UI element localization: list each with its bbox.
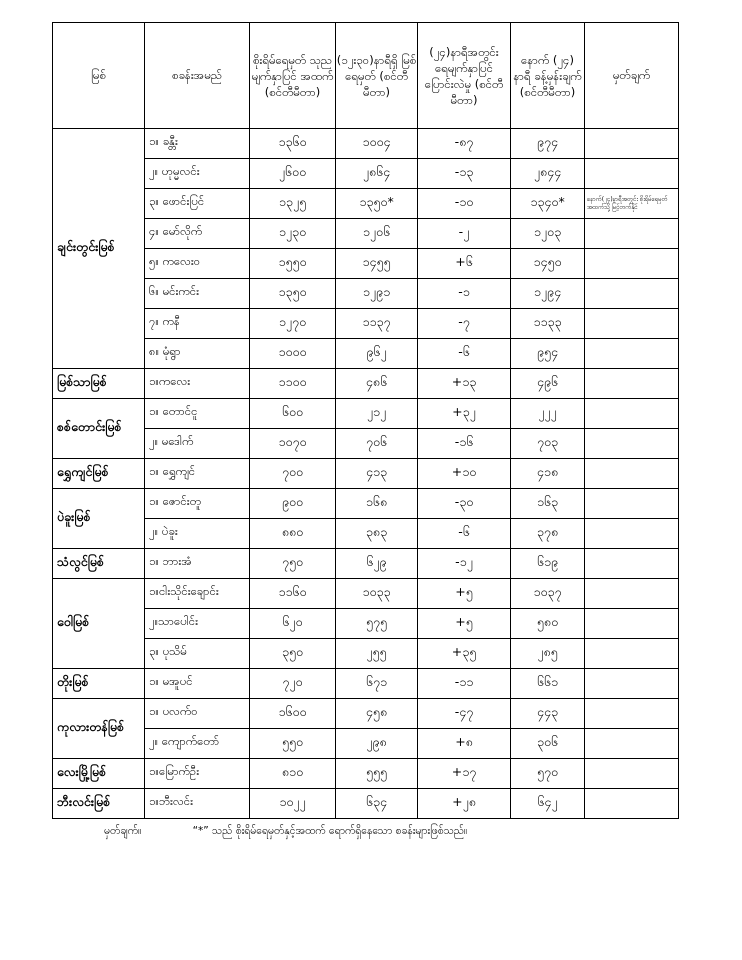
table-row: [53, 459, 679, 489]
change-cell: -၁၆: [418, 429, 511, 459]
danger-level-cell: ၆၀၀: [250, 399, 336, 429]
change-cell: +၃၂: [418, 399, 511, 429]
danger-level-cell: ၂၆၀၀: [250, 159, 336, 189]
change-cell: -၁၂: [418, 549, 511, 579]
river-name: ဘီးလင်းမြစ်: [53, 789, 145, 819]
danger-level-cell: ၁၁၀၀: [250, 369, 336, 399]
forecast-cell: ၂၈၄၄: [511, 159, 585, 189]
danger-level-cell: ၃၅၀: [250, 639, 336, 669]
table-row: [53, 549, 679, 579]
station-name: ၁။ ခန္တီး: [145, 129, 250, 159]
danger-level-cell: ၈၈၀: [250, 519, 336, 549]
change-cell: +၁၃: [418, 369, 511, 399]
current-level-cell: ၃၈၃: [336, 519, 418, 549]
change-cell: -၄၇: [418, 699, 511, 729]
river-name: ပဲခူးမြစ်: [53, 489, 145, 549]
station-name: ၂။ ဟုမ္မလင်း: [145, 159, 250, 189]
table-row: [53, 489, 679, 519]
table-row: [53, 399, 679, 429]
danger-level-cell: ၁၁၆၀: [250, 579, 336, 609]
forecast-cell: ၆၁၉: [511, 549, 585, 579]
station-name: ၁။ငါးသိုင်းချောင်း: [145, 579, 250, 609]
remark-cell: [585, 219, 679, 249]
remark-cell: [585, 249, 679, 279]
current-level-cell: ၇၀၆: [336, 429, 418, 459]
station-name: ၁။မြောက်ဦး: [145, 759, 250, 789]
station-name: ၂။ ကျောက်တော်: [145, 729, 250, 759]
table-row: [53, 429, 679, 459]
forecast-cell: ၄၉၆: [511, 369, 585, 399]
danger-level-cell: ၁၃၆၀: [250, 129, 336, 159]
forecast-cell: ၂၈၅: [511, 639, 585, 669]
remark-cell: [585, 159, 679, 189]
danger-level-cell: ၁၀၀၀: [250, 339, 336, 369]
footnote-label: မှတ်ချက်။: [104, 825, 142, 837]
station-name: ၁။ ဇောင်းတူ: [145, 489, 250, 519]
current-level-cell: ၅၅၅: [336, 759, 418, 789]
table-row: [53, 729, 679, 759]
danger-level-cell: ၁၀၂၂: [250, 789, 336, 819]
remark-cell: [585, 279, 679, 309]
current-level-cell: ၁၀၀၄: [336, 129, 418, 159]
station-name: ၅။ ကလေးဝ: [145, 249, 250, 279]
header-danger-level: စိုးရိမ်ရေမှတ် သုညမျက်နှာပြင် အထက် (စင်တီမီတာ): [250, 23, 336, 129]
footnote: [104, 825, 467, 840]
station-name: ၁။ တောင်ငူ: [145, 399, 250, 429]
remark-cell: နောက်(၂၄)နာရီအတွင်း စိုးရိမ်ရေမှတ် အထက်သို့ မြင့်တက်နိုင်: [585, 189, 679, 219]
change-cell: +၂၈: [418, 789, 511, 819]
table-row: [53, 249, 679, 279]
table-row: [53, 129, 679, 159]
remark-cell: [585, 339, 679, 369]
station-name: ၈။ မုံရွာ: [145, 339, 250, 369]
change-cell: +၆: [418, 249, 511, 279]
header-remark: မှတ်ချက်: [585, 23, 679, 129]
river-name: ဝေါမြစ်: [53, 579, 145, 669]
change-cell: -၁၃: [418, 159, 511, 189]
forecast-cell: ၉၅၄: [511, 339, 585, 369]
station-name: ၁။ မအူပင်: [145, 669, 250, 699]
remark-cell: [585, 369, 679, 399]
danger-level-cell: ၁၆၀၀: [250, 699, 336, 729]
station-name: ၄။ မော်လိုက်: [145, 219, 250, 249]
station-name: ၃။ ဖောင်းပြင်: [145, 189, 250, 219]
remark-cell: [585, 579, 679, 609]
danger-level-cell: ၇၅၀: [250, 549, 336, 579]
river-name: စစ်တောင်းမြစ်: [53, 399, 145, 459]
remark-cell: [585, 399, 679, 429]
current-level-cell: ၂၅၅: [336, 639, 418, 669]
footnote-text: “*” သည် စိုးရိမ်ရေမှတ်နှင့်အထက် ရောက်ရှိနေသော စခန်းများဖြစ်သည်။: [192, 825, 468, 837]
change-cell: +၅: [418, 579, 511, 609]
river-name: သံလွင်မြစ်: [53, 549, 145, 579]
forecast-cell: ၄၁၈: [511, 459, 585, 489]
station-name: ၁။ ဘားအံ: [145, 549, 250, 579]
station-name: ၂။သာပေါင်း: [145, 609, 250, 639]
table-row: [53, 279, 679, 309]
table-row: [53, 189, 679, 219]
station-name: ၁။ကလေး: [145, 369, 250, 399]
station-name: ၂။ ပဲခူး: [145, 519, 250, 549]
forecast-cell: ၉၇၄: [511, 129, 585, 159]
station-name: ၁။ဘီးလင်း: [145, 789, 250, 819]
forecast-cell: ၇၀၃: [511, 429, 585, 459]
danger-level-cell: ၇၀၀: [250, 459, 336, 489]
danger-level-cell: ၅၅၀: [250, 729, 336, 759]
change-cell: -၁: [418, 279, 511, 309]
current-level-cell: ၄၁၃: [336, 459, 418, 489]
remark-cell: [585, 729, 679, 759]
current-level-cell: ၂၁၂: [336, 399, 418, 429]
station-name: ၆။ မင်းကင်း: [145, 279, 250, 309]
table-row: [53, 669, 679, 699]
header-24h-change: (၂၄)နာရီအတွင်း ရေမျက်နှာပြင် ပြောင်းလဲမှု (စင်တီမီတာ): [418, 23, 511, 129]
current-level-cell: ၁၂၀၆: [336, 219, 418, 249]
table-row: [53, 759, 679, 789]
station-name: ၂။ မဒေါက်: [145, 429, 250, 459]
danger-level-cell: ၉၀၀: [250, 489, 336, 519]
remark-cell: [585, 609, 679, 639]
station-name: ၃။ ပုသိမ်: [145, 639, 250, 669]
forecast-cell: ၆၆၁: [511, 669, 585, 699]
table-row: [53, 219, 679, 249]
danger-level-cell: ၁၂၃၀: [250, 219, 336, 249]
forecast-cell: ၁၀၃၇: [511, 579, 585, 609]
danger-level-cell: ၈၁၀: [250, 759, 336, 789]
station-name: ၁။ ရွှေကျင်: [145, 459, 250, 489]
table-row: [53, 699, 679, 729]
current-level-cell: ၂၉၈: [336, 729, 418, 759]
river-name: တိုးမြစ်: [53, 669, 145, 699]
station-name: ၇။ ကနီ: [145, 309, 250, 339]
table-row: [53, 339, 679, 369]
change-cell: +၃၅: [418, 639, 511, 669]
danger-level-cell: ၁၂၇၀: [250, 309, 336, 339]
river-name: ရွှေကျင်မြစ်: [53, 459, 145, 489]
remark-cell: [585, 669, 679, 699]
forecast-cell: ၁၆၃: [511, 489, 585, 519]
table-row: [53, 579, 679, 609]
change-cell: +၈: [418, 729, 511, 759]
table-row: [53, 639, 679, 669]
header-river: မြစ်: [53, 23, 145, 129]
table-row: [53, 519, 679, 549]
current-level-cell: ၁၁၃၇: [336, 309, 418, 339]
current-level-cell: ၉၆၂: [336, 339, 418, 369]
table-row: [53, 609, 679, 639]
remark-cell: [585, 429, 679, 459]
danger-level-cell: ၁၀၇၀: [250, 429, 336, 459]
forecast-cell: ၅၇၀: [511, 759, 585, 789]
remark-cell: [585, 699, 679, 729]
header-row: [53, 23, 679, 129]
change-cell: -၆: [418, 519, 511, 549]
current-level-cell: ၁၃၅၀*: [336, 189, 418, 219]
river-name: မြစ်သာမြစ်: [53, 369, 145, 399]
forecast-cell: ၁၂၀၃: [511, 219, 585, 249]
danger-level-cell: ၁၃၂၅: [250, 189, 336, 219]
forecast-cell: ၂၂၂: [511, 399, 585, 429]
change-cell: -၇: [418, 309, 511, 339]
river-name: ကုလားတန်မြစ်: [53, 699, 145, 759]
forecast-cell: ၁၂၉၄: [511, 279, 585, 309]
forecast-cell: ၅၈၀: [511, 609, 585, 639]
danger-level-cell: ၁၃၅၀: [250, 279, 336, 309]
remark-cell: [585, 489, 679, 519]
header-current-level: (၁၂း၃၀)နာရီရှိ မြစ်ရေမှတ် (စင်တီမီတာ): [336, 23, 418, 129]
water-level-table: [52, 22, 679, 819]
current-level-cell: ၁၂၉၁: [336, 279, 418, 309]
forecast-cell: ၆၄၂: [511, 789, 585, 819]
current-level-cell: ၆၂၉: [336, 549, 418, 579]
current-level-cell: ၅၇၅: [336, 609, 418, 639]
danger-level-cell: ၁၅၅၀: [250, 249, 336, 279]
table-body: [53, 129, 679, 819]
remark-cell: [585, 459, 679, 489]
remark-cell: [585, 759, 679, 789]
header-forecast: နောက် (၂၄) နာရီ ခန့်မှန်းချက် (စင်တီမီတာ): [511, 23, 585, 129]
change-cell: -၆: [418, 339, 511, 369]
forecast-cell: ၁၄၅၀: [511, 249, 585, 279]
change-cell: -၃၀: [418, 489, 511, 519]
current-level-cell: ၂၈၆၄: [336, 159, 418, 189]
remark-cell: [585, 129, 679, 159]
remark-cell: [585, 549, 679, 579]
table-row: [53, 309, 679, 339]
current-level-cell: ၄၅၈: [336, 699, 418, 729]
remark-cell: [585, 309, 679, 339]
change-cell: -၈၇: [418, 129, 511, 159]
remark-cell: [585, 519, 679, 549]
forecast-cell: ၁၃၄၀*: [511, 189, 585, 219]
river-name: လေးမြို့မြစ်: [53, 759, 145, 789]
current-level-cell: ၁၄၅၅: [336, 249, 418, 279]
forecast-cell: ၄၄၃: [511, 699, 585, 729]
current-level-cell: ၆၃၄: [336, 789, 418, 819]
table-row: [53, 369, 679, 399]
river-name: ချင်းတွင်းမြစ်: [53, 129, 145, 369]
change-cell: -၁၁: [418, 669, 511, 699]
current-level-cell: ၆၇၁: [336, 669, 418, 699]
table-row: [53, 159, 679, 189]
forecast-cell: ၁၁၃၃: [511, 309, 585, 339]
current-level-cell: ၄၈၆: [336, 369, 418, 399]
change-cell: +၅: [418, 609, 511, 639]
danger-level-cell: ၇၂၀: [250, 669, 336, 699]
danger-level-cell: ၆၂၀: [250, 609, 336, 639]
header-station: စခန်းအမည်: [145, 23, 250, 129]
remark-cell: [585, 789, 679, 819]
current-level-cell: ၁၀၃၃: [336, 579, 418, 609]
change-cell: +၁၀: [418, 459, 511, 489]
change-cell: +၁၇: [418, 759, 511, 789]
current-level-cell: ၁၆၈: [336, 489, 418, 519]
remark-cell: [585, 639, 679, 669]
change-cell: -၁၀: [418, 189, 511, 219]
forecast-cell: ၃၀၆: [511, 729, 585, 759]
station-name: ၁။ ပလက်ဝ: [145, 699, 250, 729]
table-row: [53, 789, 679, 819]
forecast-cell: ၃၇၈: [511, 519, 585, 549]
change-cell: -၂: [418, 219, 511, 249]
